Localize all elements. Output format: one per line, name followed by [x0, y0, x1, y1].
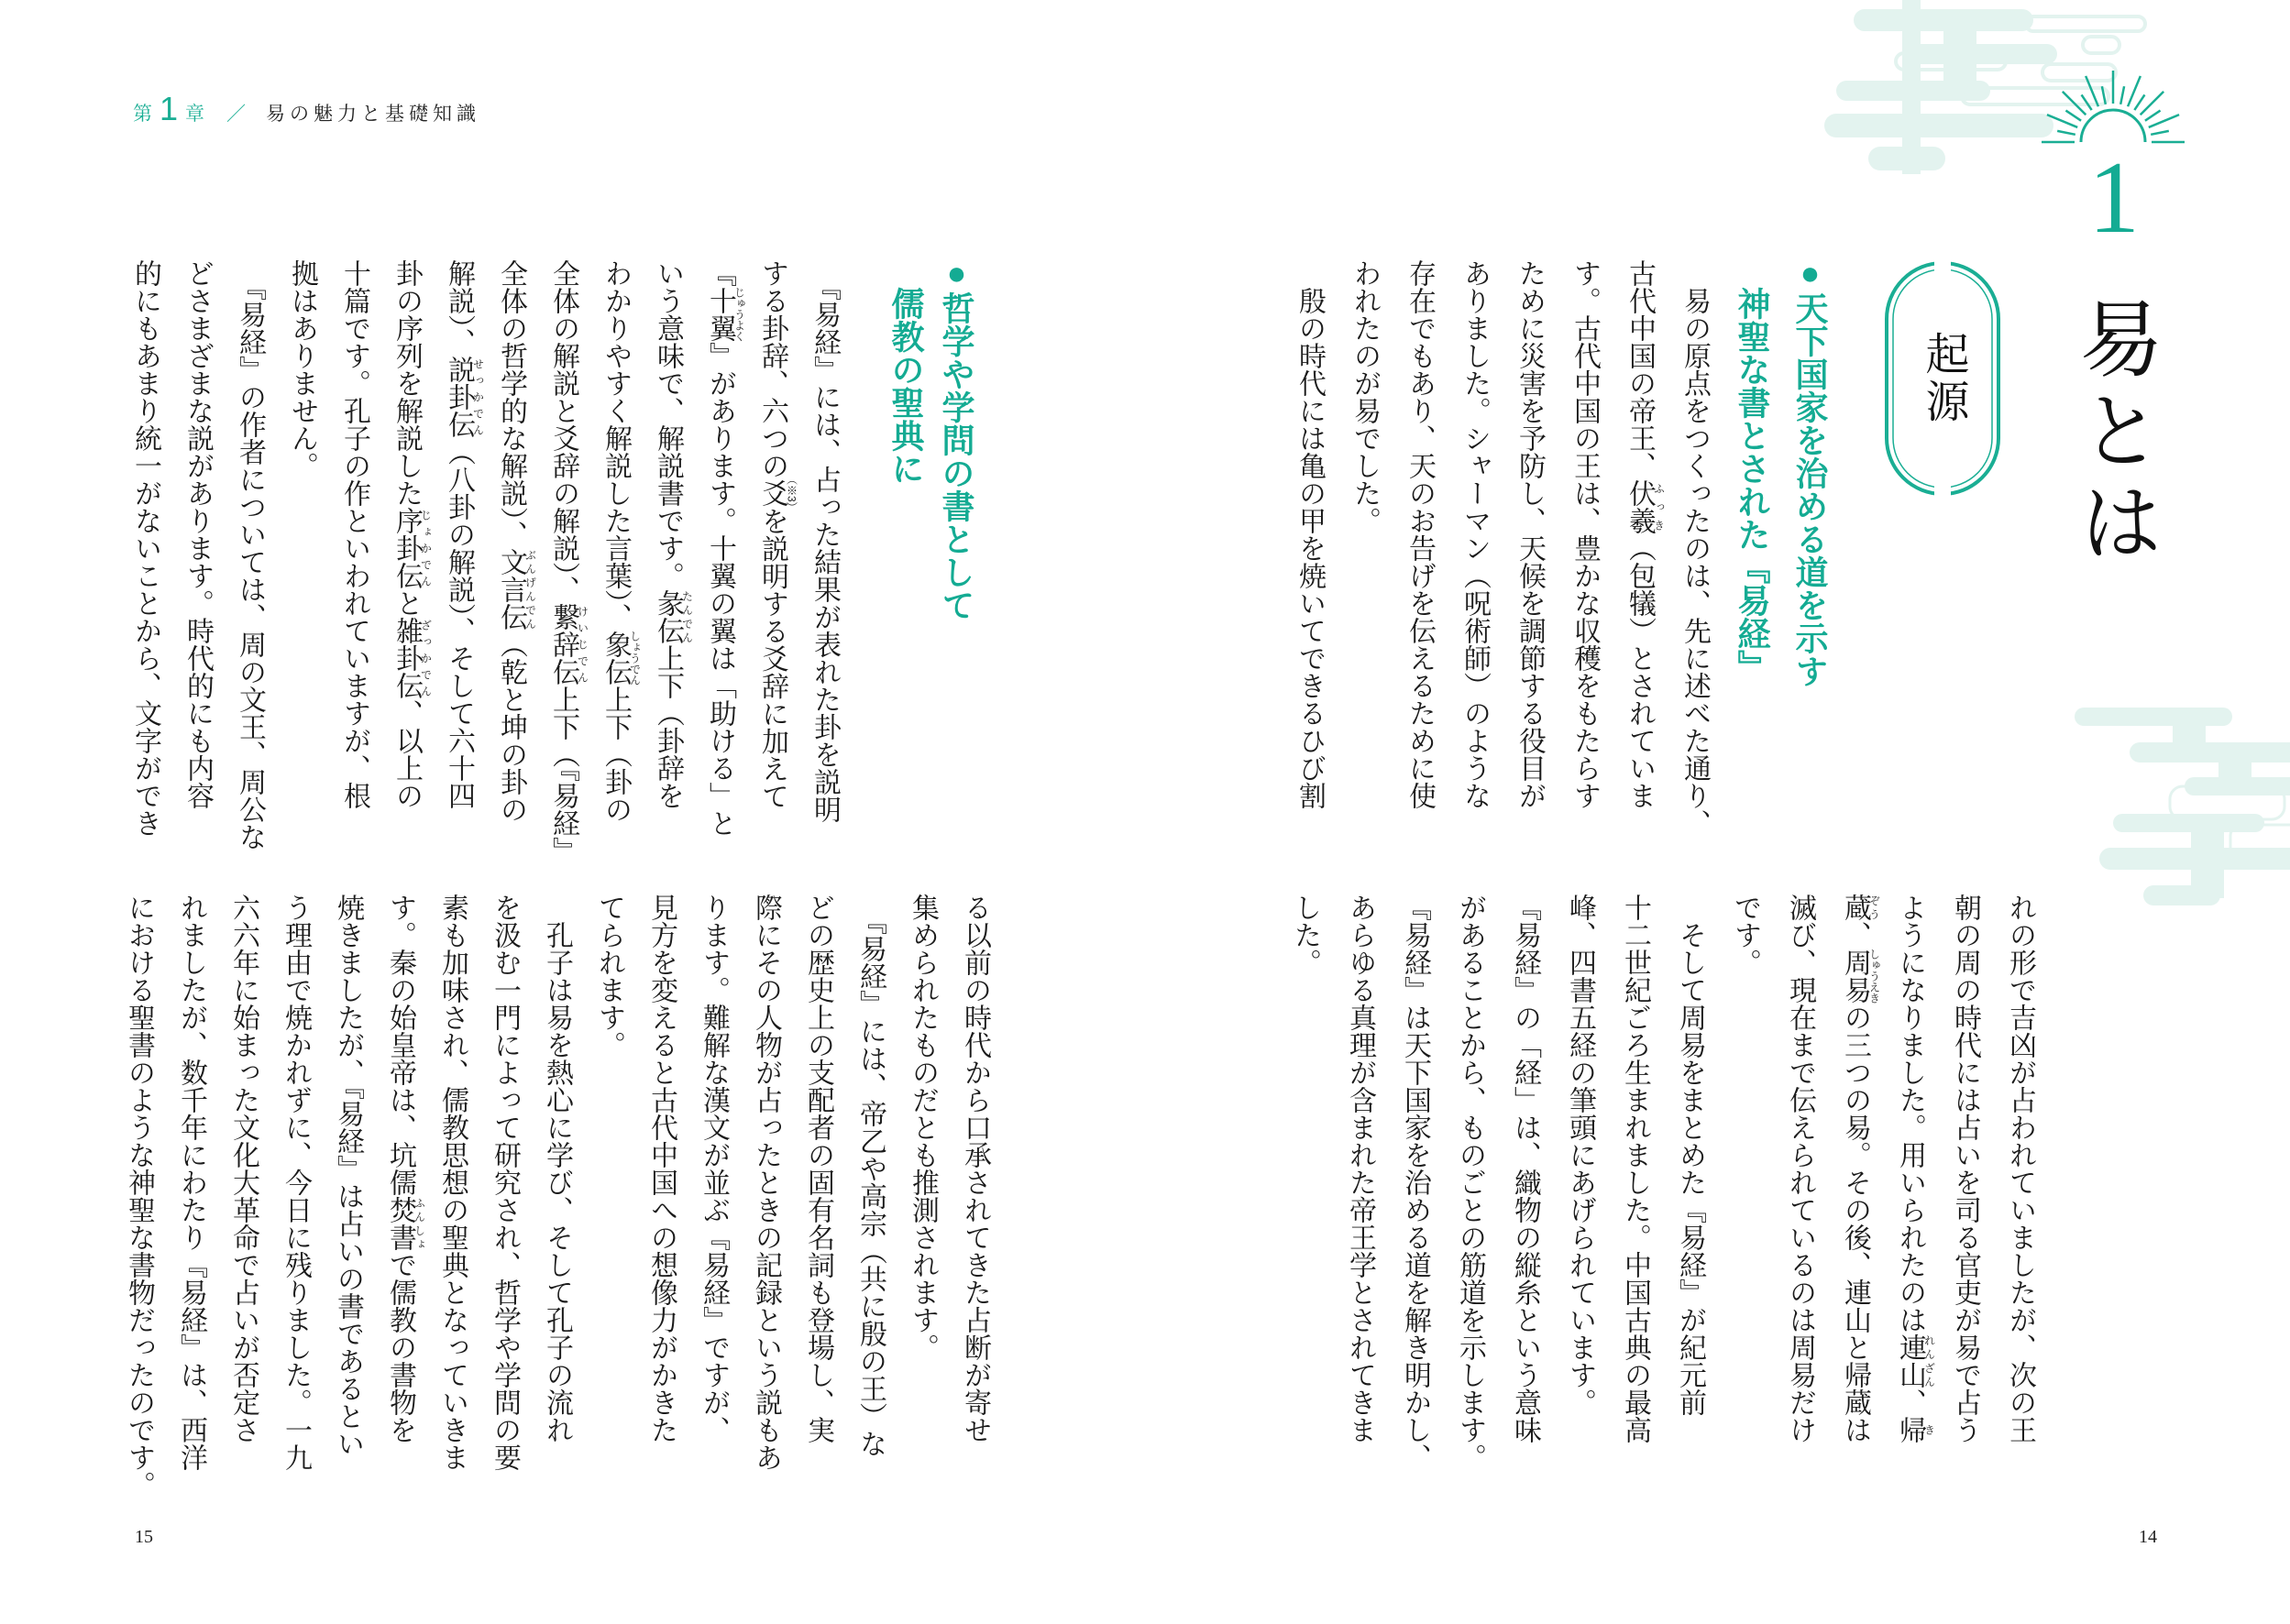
chapter-title: 易の魅力と基礎知識 — [266, 104, 481, 125]
text-column: る以前の時代から口承されてきた占断が寄せ — [960, 894, 990, 1443]
left-body-top — [119, 259, 851, 864]
text-column: ありました。シャーマン（呪術師）のような — [1459, 259, 1490, 809]
text-column: 『易経』の「経」は、織物の縦糸という意味 — [1510, 894, 1540, 1443]
text-column: 『易経』は天下国家を治める道を解き明かし、 — [1400, 894, 1430, 1471]
text-column: 十二世紀ごろ生まれました。中国古典の最高 — [1620, 894, 1650, 1443]
text-column: ために災害を予防し、天候を調節する役目が — [1514, 259, 1545, 809]
furigana: （※3） — [785, 474, 798, 513]
furigana: けいじでん — [576, 603, 589, 686]
text-column: れの形で吉凶が占われていましたが、次の王 — [2005, 894, 2035, 1443]
text-column: ようになりました。用いられたのは連山れんざん、帰き — [1895, 894, 1936, 1443]
text-column: れましたが、数千年にわたり『易経』は、西洋 — [176, 894, 206, 1471]
text-column: する卦辞、六つの爻（※3）を説明する爻辞に加えて — [757, 259, 798, 810]
text-column: 拠はありません。 — [287, 259, 317, 479]
right-body-bottom — [1277, 894, 2047, 1489]
text-column: 峰、四書五経の筆頭にあげられています。 — [1565, 894, 1595, 1416]
section-number: 1 — [2088, 141, 2140, 255]
furigana: せっかでん — [471, 356, 485, 438]
text-column: てられます。 — [594, 894, 624, 1059]
text-column: 六六年に始まった文化大革命で占いが否定さ — [228, 894, 259, 1443]
furigana: じょかでん — [419, 507, 433, 589]
text-column: ●天下国家を治める道を示す — [1791, 254, 1829, 687]
furigana: たんでん — [680, 589, 694, 644]
text-column: どさまざまな説があります。時代的にも内容 — [182, 259, 213, 809]
furigana: ぶんげんでん — [523, 548, 537, 631]
sun-ray — [2145, 111, 2161, 121]
text-column: そして周易をまとめた『易経』が紀元前 — [1675, 894, 1705, 1416]
running-header — [133, 90, 480, 128]
ruby-annotated-term: 十翼じゅうよく — [705, 287, 746, 342]
topic-badge — [1884, 260, 2001, 497]
text-column: 『易経』の作者については、周の文王、周公な — [235, 259, 265, 850]
text-column: 朝の周の時代には占いを司る官吏が易で占う — [1950, 894, 1980, 1443]
text-column: 際にその人物が占ったときの記録という説もあ — [751, 894, 781, 1471]
chapter-number: 1 — [160, 90, 179, 127]
text-column: 神聖な書とされた『易経』 — [1734, 287, 1771, 683]
ruby-annotated-term: 周易しゅうえき — [1840, 949, 1881, 1004]
ruby-annotated-term: 説卦伝せっかでん — [444, 356, 485, 438]
header-separator: ／ — [226, 104, 247, 125]
text-column: 滅び、現在まで伝えられているのは周易だけ — [1785, 894, 1815, 1443]
ruby-annotated-term: 蔵ぞう — [1840, 894, 1881, 921]
sun-ray — [2120, 86, 2124, 104]
ruby-annotated-term: 序卦伝じょかでん — [391, 507, 433, 589]
text-column: 集められたものだとも推測されます。 — [908, 894, 938, 1361]
text-column: 的にもあまり統一がないことから、文字ができ — [130, 259, 160, 837]
rising-sun-icon — [2042, 71, 2185, 142]
text-column: 古代中国の帝王、伏羲ふっき（包犠）とされていま — [1624, 259, 1666, 809]
text-column: す。秦の始皇帝は、坑儒焚書ふんしょで儒教の書物を — [385, 894, 426, 1443]
furigana: き — [1922, 1416, 1936, 1443]
ruby-annotated-term: 連山れんざん — [1895, 1333, 1936, 1388]
sun-ray — [2082, 94, 2092, 110]
text-column: 『易経』には、帝乙や高宗（共に殷の王）な — [855, 894, 886, 1457]
text-column: があることから、ものごとの筋道を示します。 — [1455, 894, 1485, 1471]
ruby-annotated-term: 文言伝ぶんげんでん — [496, 548, 537, 631]
sun-ray — [2065, 111, 2081, 121]
ruby-annotated-term: 彖伝たんでん — [653, 589, 694, 644]
text-column: 儒教の聖典に — [887, 287, 925, 485]
text-column: 十篇です。孔子の作といわれていますが、根 — [339, 259, 369, 809]
left-heading — [881, 254, 982, 621]
right-heading — [1723, 254, 1839, 687]
text-column: を汲む一門によって研究され、哲学や学問の要 — [490, 894, 520, 1471]
text-column: 『十翼じゅうよく』があります。十翼の翼は「助ける」と — [705, 259, 746, 837]
furigana: ふっき — [1652, 479, 1666, 534]
text-column: 易の原点をつくったのは、先に述べた通り、 — [1679, 259, 1710, 837]
text-column: 卦の序列を解説した序卦伝じょかでんと雑卦伝ざっかでん、以上の — [391, 259, 433, 809]
text-column: 全体の解説と爻辞の解説）、繋辞伝けいじでん上下（『易経』 — [548, 259, 589, 864]
text-column: における聖書のような神聖な書物だったのです。 — [124, 894, 154, 1498]
cloud-pattern-right — [2075, 708, 2290, 905]
text-column: した。 — [1290, 894, 1320, 976]
ruby-annotated-term: 雑卦伝ざっかでん — [391, 617, 433, 699]
ruby-annotated-term: 繋辞伝けいじでん — [548, 603, 589, 686]
text-column: 蔵ぞう、周易しゅうえきの三つの易。その後、連山と帰蔵は — [1840, 894, 1881, 1443]
text-column: われたのが易でした。 — [1349, 259, 1380, 534]
text-column: あらゆる真理が含まれた帝王学とされてきま — [1345, 894, 1375, 1443]
sun-ray — [2102, 86, 2106, 104]
badge-label: 起源 — [1919, 331, 1967, 426]
left-body-bottom — [113, 894, 1001, 1498]
text-column: 『易経』には、占った結果が表れた卦を説明 — [809, 259, 840, 823]
text-column: どの歴史上の支配者の固有名詞も登場し、実 — [803, 894, 833, 1443]
ruby-annotated-term: 伏羲ふっき — [1624, 479, 1666, 534]
text-column: 殷の時代には亀の甲を焼いてできるひび割 — [1294, 259, 1325, 809]
text-column: 素も加味され、儒教思想の聖典となっていきま — [437, 894, 468, 1471]
ruby-annotated-term: 象伝しょうでん — [600, 631, 642, 686]
text-column: わかりやすく解説した言葉）、象伝しょうでん上下（卦の — [600, 259, 642, 823]
page-number-right: 14 — [2139, 1527, 2157, 1547]
text-column: 解説）、説卦伝せっかでん（八卦の解説）、そして六十四 — [444, 259, 485, 809]
sun-ray — [2149, 115, 2179, 127]
text-column: です。 — [1730, 894, 1760, 976]
text-column: いう意味で、解説書です。彖伝たんでん上下（卦辞を — [653, 259, 694, 809]
right-body-top — [1282, 259, 1722, 855]
ruby-annotated-term: 帰き — [1895, 1416, 1936, 1443]
sun-ray — [2134, 94, 2144, 110]
sun-ray — [2086, 76, 2098, 106]
furigana: れんざん — [1922, 1333, 1936, 1388]
furigana: ふんしょ — [413, 1196, 426, 1251]
text-column: す。古代中国の王は、豊かな収穫をもたらす — [1569, 259, 1600, 809]
text-column: う理由で焼かれずに、今日に残りました。一九 — [281, 894, 311, 1471]
ruby-annotated-term: 爻（※3） — [757, 474, 798, 513]
text-column: ります。難解な漢文が並ぶ『易経』ですが、 — [699, 894, 729, 1443]
sun-ray — [2047, 115, 2077, 127]
sun-ray — [2128, 76, 2141, 106]
text-column: 焼きましたが、『易経』は占いの書であるとい — [333, 894, 363, 1457]
text-column: 見方を変えると古代中国への想像力がかきた — [646, 894, 677, 1443]
ruby-annotated-term: 焚書ふんしょ — [385, 1196, 426, 1251]
sun-ray — [2141, 92, 2163, 115]
text-column: 存在でもあり、天のお告げを伝えるために使 — [1404, 259, 1435, 809]
furigana: しゅうえき — [1867, 949, 1881, 1004]
text-column: 孔子は易を熱心に学び、そして孔子の流れ — [542, 894, 572, 1443]
chapter-prefix: 第 — [133, 104, 152, 125]
furigana: しょうでん — [628, 631, 642, 686]
furigana: ぞう — [1867, 894, 1881, 921]
sun-ray — [2057, 131, 2075, 135]
sun-ray — [2151, 131, 2169, 135]
text-column: ●哲学や学問の書として — [938, 254, 975, 621]
furigana: ざっかでん — [419, 617, 433, 699]
chapter-suffix: 章 — [185, 104, 205, 125]
section-title: 易とは — [2067, 295, 2161, 570]
furigana: じゅうよく — [732, 287, 746, 342]
sun-ray — [2063, 92, 2086, 115]
text-column: 全体の哲学的な解説）、文言伝ぶんげんでん（乾と坤の卦の — [496, 259, 537, 823]
page-number-left: 15 — [135, 1527, 153, 1547]
